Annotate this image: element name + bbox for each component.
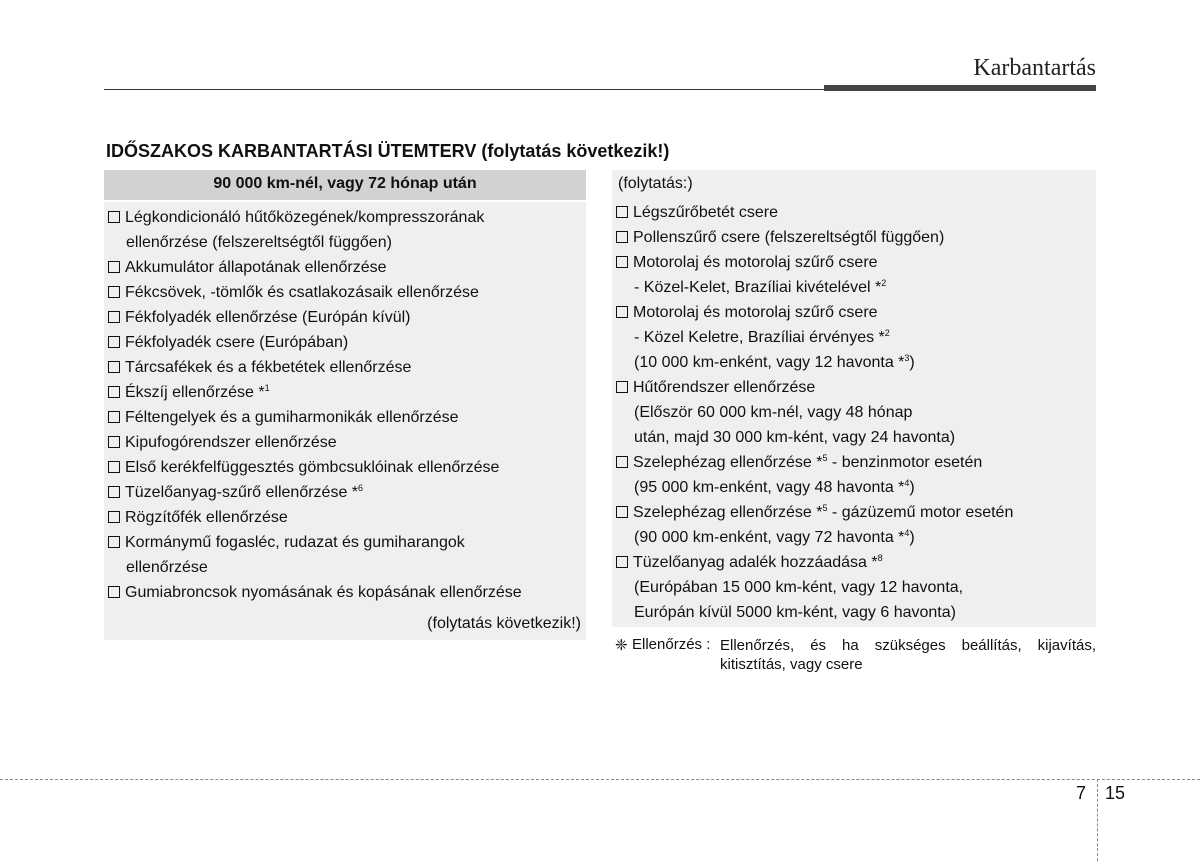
list-item-text: Rögzítőfék ellenőrzése bbox=[125, 509, 288, 526]
list-item-tail: ) bbox=[909, 354, 915, 371]
list-item bbox=[108, 280, 584, 305]
checkbox-icon bbox=[108, 436, 120, 448]
checkbox-icon bbox=[616, 556, 628, 568]
header-rule-accent bbox=[824, 85, 1096, 91]
list-item bbox=[616, 600, 1092, 625]
list-item bbox=[616, 375, 1092, 400]
list-item-tail: - gázüzemű motor esetén bbox=[827, 504, 1014, 521]
list-item-text: Pollenszűrő csere (felszereltségtől függően) bbox=[633, 229, 945, 246]
list-item-tail: - benzinmotor esetén bbox=[827, 454, 983, 471]
list-item bbox=[108, 430, 584, 455]
footnote-marker: 5 bbox=[822, 453, 828, 463]
list-item-text: - Közel-Kelet, Brazíliai kivételével * bbox=[634, 279, 882, 296]
footer-vertical-divider bbox=[1097, 779, 1098, 861]
checkbox-icon bbox=[108, 536, 120, 548]
footnote-marker: 4 bbox=[904, 528, 910, 538]
checkbox-icon bbox=[108, 461, 120, 473]
list-item bbox=[108, 330, 584, 355]
list-item bbox=[108, 455, 584, 480]
list-item bbox=[108, 380, 584, 405]
list-item-text: Tüzelőanyag adalék hozzáadása * bbox=[633, 554, 878, 571]
checkbox-icon bbox=[108, 336, 120, 348]
footnote-marker: 3 bbox=[904, 353, 910, 363]
main-heading: IDŐSZAKOS KARBANTARTÁSI ÜTEMTERV (folytatás következik!) bbox=[106, 141, 670, 161]
list-item-text: Fékfolyadék ellenőrzése (Európán kívül) bbox=[125, 309, 411, 326]
list-item-text: (95 000 km-enként, vagy 48 havonta * bbox=[634, 479, 905, 496]
list-item-text: ellenőrzése (felszereltségtől függően) bbox=[126, 234, 392, 251]
chapter-number: 7 bbox=[1076, 783, 1087, 803]
list-item-text: Tüzelőanyag-szűrő ellenőrzése * bbox=[125, 484, 359, 501]
list-item bbox=[616, 350, 1092, 375]
page-number: 15 bbox=[1105, 783, 1126, 803]
list-item bbox=[108, 480, 584, 505]
list-item bbox=[616, 275, 1092, 300]
footnote-marker: 4 bbox=[904, 478, 910, 488]
list-item bbox=[616, 475, 1092, 500]
footnote-marker: 1 bbox=[264, 383, 270, 393]
list-item-text: Légkondicionáló hűtőközegének/kompresszorának bbox=[125, 209, 485, 226]
footer-dashed-line bbox=[0, 779, 1200, 780]
list-item-text: Hűtőrendszer ellenőrzése bbox=[633, 379, 816, 396]
checkbox-icon bbox=[616, 306, 628, 318]
list-item bbox=[108, 255, 584, 280]
list-item bbox=[616, 400, 1092, 425]
list-item bbox=[108, 230, 584, 255]
list-item bbox=[108, 205, 584, 230]
list-item-text: Tárcsafékek és a fékbetétek ellenőrzése bbox=[125, 359, 412, 376]
list-item-text: Szelephézag ellenőrzése * bbox=[633, 504, 823, 521]
list-item-text: Légszűrőbetét csere bbox=[633, 204, 778, 221]
footnote-marker: 8 bbox=[877, 553, 883, 563]
list-item bbox=[108, 355, 584, 380]
checkbox-icon bbox=[108, 361, 120, 373]
list-item bbox=[108, 505, 584, 530]
list-item bbox=[108, 405, 584, 430]
list-item-text: Kormánymű fogasléc, rudazat és gumiharangok bbox=[125, 534, 465, 551]
list-item bbox=[108, 555, 584, 580]
note-text: Ellenőrzés, és ha szükséges beállítás, kijavítás, kitisztítás, vagy csere bbox=[720, 637, 1096, 673]
checkbox-icon bbox=[616, 256, 628, 268]
list-item bbox=[616, 225, 1092, 250]
left-column bbox=[104, 170, 586, 640]
right-top-label: (folytatás:) bbox=[618, 175, 693, 192]
list-item-text: Gumiabroncsok nyomásának és kopásának ellenőrzése bbox=[125, 584, 522, 601]
list-item bbox=[616, 500, 1092, 525]
list-item bbox=[108, 530, 584, 555]
left-header-text: 90 000 km-nél, vagy 72 hónap után bbox=[213, 175, 477, 192]
list-item-text: Első kerékfelfüggesztés gömbcsuklóinak ellenőrzése bbox=[125, 459, 500, 476]
left-item-list bbox=[108, 205, 584, 605]
list-item bbox=[616, 450, 1092, 475]
list-item bbox=[616, 425, 1092, 450]
left-header-separator bbox=[104, 200, 586, 202]
list-item-text: után, majd 30 000 km-ként, vagy 24 havonta) bbox=[634, 429, 956, 446]
list-item bbox=[616, 525, 1092, 550]
checkbox-icon bbox=[108, 311, 120, 323]
footnote-marker: 6 bbox=[358, 483, 364, 493]
checkbox-icon bbox=[108, 286, 120, 298]
list-item-text: Akkumulátor állapotának ellenőrzése bbox=[125, 259, 387, 276]
checkbox-icon bbox=[616, 206, 628, 218]
checkbox-icon bbox=[616, 506, 628, 518]
list-item-text: Fékfolyadék csere (Európában) bbox=[125, 334, 349, 351]
list-item bbox=[108, 580, 584, 605]
note-label: Ellenőrzés : bbox=[632, 636, 711, 653]
checkbox-icon bbox=[108, 261, 120, 273]
right-item-list bbox=[616, 200, 1092, 625]
list-item bbox=[108, 305, 584, 330]
checkbox-icon bbox=[616, 231, 628, 243]
chapter-title: Karbantartás bbox=[973, 55, 1096, 81]
list-item-text: Szelephézag ellenőrzése * bbox=[633, 454, 823, 471]
list-item-text: Féltengelyek és a gumiharmonikák ellenőrzése bbox=[125, 409, 459, 426]
list-item bbox=[616, 575, 1092, 600]
list-item-text: (10 000 km-enként, vagy 12 havonta * bbox=[634, 354, 905, 371]
left-footer-note: (folytatás következik!) bbox=[427, 615, 581, 632]
footnote-marker: 2 bbox=[884, 328, 890, 338]
list-item-text: Motorolaj és motorolaj szűrő csere bbox=[633, 254, 878, 271]
checkbox-icon bbox=[108, 211, 120, 223]
checkbox-icon bbox=[108, 386, 120, 398]
note-symbol-icon: ❈ bbox=[615, 637, 628, 654]
list-item bbox=[616, 200, 1092, 225]
list-item-text: Fékcsövek, -tömlők és csatlakozásaik ellenőrzése bbox=[125, 284, 479, 301]
list-item-text: Ékszíj ellenőrzése * bbox=[125, 384, 265, 401]
list-item-tail: ) bbox=[909, 529, 915, 546]
checkbox-icon bbox=[108, 511, 120, 523]
list-item-text: (Először 60 000 km-nél, vagy 48 hónap bbox=[634, 404, 913, 421]
list-item-text: (90 000 km-enként, vagy 72 havonta * bbox=[634, 529, 905, 546]
footnote-marker: 5 bbox=[822, 503, 828, 513]
list-item-text: Motorolaj és motorolaj szűrő csere bbox=[633, 304, 878, 321]
checkbox-icon bbox=[616, 456, 628, 468]
checkbox-icon bbox=[108, 486, 120, 498]
list-item-text: ellenőrzése bbox=[126, 559, 208, 576]
list-item bbox=[616, 325, 1092, 350]
list-item-text: - Közel Keletre, Brazíliai érvényes * bbox=[634, 329, 885, 346]
list-item-text: Kipufogórendszer ellenőrzése bbox=[125, 434, 337, 451]
list-item-text: (Európában 15 000 km-ként, vagy 12 havonta, bbox=[634, 579, 964, 596]
list-item-text: Európán kívül 5000 km-ként, vagy 6 havonta) bbox=[634, 604, 956, 621]
footnote-marker: 2 bbox=[881, 278, 887, 288]
right-column bbox=[612, 170, 1096, 627]
list-item bbox=[616, 300, 1092, 325]
checkbox-icon bbox=[616, 381, 628, 393]
list-item bbox=[616, 250, 1092, 275]
checkbox-icon bbox=[108, 586, 120, 598]
list-item-tail: ) bbox=[909, 479, 915, 496]
list-item bbox=[616, 550, 1092, 575]
checkbox-icon bbox=[108, 411, 120, 423]
